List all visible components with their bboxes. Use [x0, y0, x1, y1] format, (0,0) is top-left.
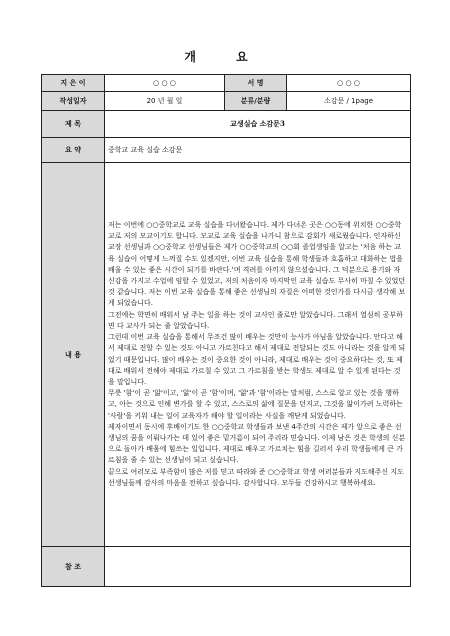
author-value: ○ ○ ○ — [105, 75, 225, 92]
summary-label: 요 약 — [42, 138, 105, 163]
category-value: 소감문 / 1page — [287, 92, 411, 111]
content-paragraph: 저는 이번에 ○○중학교로 교육 실습을 다녀왔습니다. 제가 다녀온 곳은 ○○동에 위치한 ○○중학교로 저의 모교이기도 합니다. 모교로 교육 실습을 나가니 참으로 감회가 새로웠습니다. 인자하신 교장 선생님과 ○○중학교 선생님들은 제가 ○○중학교의 ○○회 졸업생임을 알고는 '처음 하는 교육 실습이 어떻게 느껴질 수도 있겠지만, 이번 교육 실습을 통해 학생들과 호흡하고 대화하는 법을 배울 수 있는 좋은 시간이 되기를 바란다.'며 격려를 아끼지 않으셨습니다. 그 덕분으로 용기와 자신감을 가지고 수업에 임할 수 있었고, 저의 처음이자 마지막인 교육 실습도 무사히 마칠 수 있었던 것 같습니다. 저는 이번 교육 실습을 통해 좋은 선생님의 자질은 어떠한 것인가를 다시금 생각해 보게 되었습니다. — [108, 221, 406, 308]
row-summary — [42, 138, 411, 163]
author-label: 지 은 이 — [42, 75, 105, 92]
row-date — [42, 92, 411, 111]
date-label: 작성일자 — [42, 92, 105, 111]
content-body — [105, 163, 411, 547]
row-content — [42, 163, 411, 547]
row-reference — [42, 547, 411, 587]
subject-value: 교생실습 소감문3 — [105, 111, 411, 138]
content-paragraph: 그전에는 학면히 배워서 남 주는 일을 하는 것이 교사인 줄로만 알았습니다. 그래서 열심히 공부하면 다 교사가 되는 줄 알았습니다. — [108, 310, 403, 330]
book-name-value: ○ ○ ○ — [287, 75, 411, 92]
book-name-label: 서 명 — [225, 75, 287, 92]
content-paragraph: 무릇 '함'이 곧 '앎'이고, '앎'이 곧 '함'이며, '앎'과 '함'이라는 말처럼, 스스로 알고 있는 것을 행하고, 아는 것으로 인해 변가를 할 수 있고, 스스로의 삶에 질문을 던지고, 그것을 앎이가려 노력하는 '사람'을 키워 내는 일이 교육자가 해야 할 일이라는 사실을 깨닫게 되었습니다. — [108, 389, 403, 420]
date-value: 20 년 월 일 — [105, 92, 225, 111]
reference-label: 참 조 — [42, 547, 105, 587]
reference-value — [105, 547, 411, 587]
row-author — [42, 75, 411, 92]
row-subject — [42, 111, 411, 138]
subject-label: 제 목 — [42, 111, 105, 138]
content-label: 내 용 — [42, 163, 105, 547]
content-paragraph: 제자이면서 동시에 후배이기도 한 ○○중학교 학생들과 보낸 4주간의 시간은 제가 앞으로 좋은 선생님의 꿈을 이뤄나가는 데 있어 좋은 밑거름이 되어 주리라 믿습니다. 이제 남은 것은 학생의 신분으로 돌아가 배움에 힘쓰는 일입니다. 제대로 배우고 가르치는 힘을 길러서 우리 학생들에게 큰 가르침을 줄 수 있는 선생님이 되고 싶습니다. — [108, 422, 406, 465]
content-paragraph: 그런데 이번 교육 실습을 통해서 무조건 많이 배우는 것만이 능사가 아님을 알았습니다. 안다고 해서 제대로 전할 수 있는 것도 아니고 가르친다고 해서 제대로 전달되는 것도 아니라는 것을 알게 되었기 때문입니다. 많이 배우는 것이 중요한 것이 아니라, 제대로 배우는 것이 중요하다는 것, 또 제대로 배워서 전해야 제대로 가르칠 수 있고 그 가르침을 받는 학생도 제대로 알 수 있게 된다는 것을 말입니다. — [108, 333, 406, 386]
category-label: 분류/분량 — [225, 92, 287, 111]
content-paragraph: 끝으로 여러모로 부족함이 많은 저를 믿고 따라와 준 ○○중학교 학생 여러분들과 지도해주신 지도 선생님들께 감사의 마음을 전하고 싶습니다. 감사합니다. 모두들 건강하시고 행복하세요. — [108, 467, 404, 487]
summary-form-table — [41, 74, 411, 587]
document-title: 개 요 — [184, 50, 266, 64]
summary-value: 중학교 교육 실습 소감문 — [105, 138, 411, 163]
